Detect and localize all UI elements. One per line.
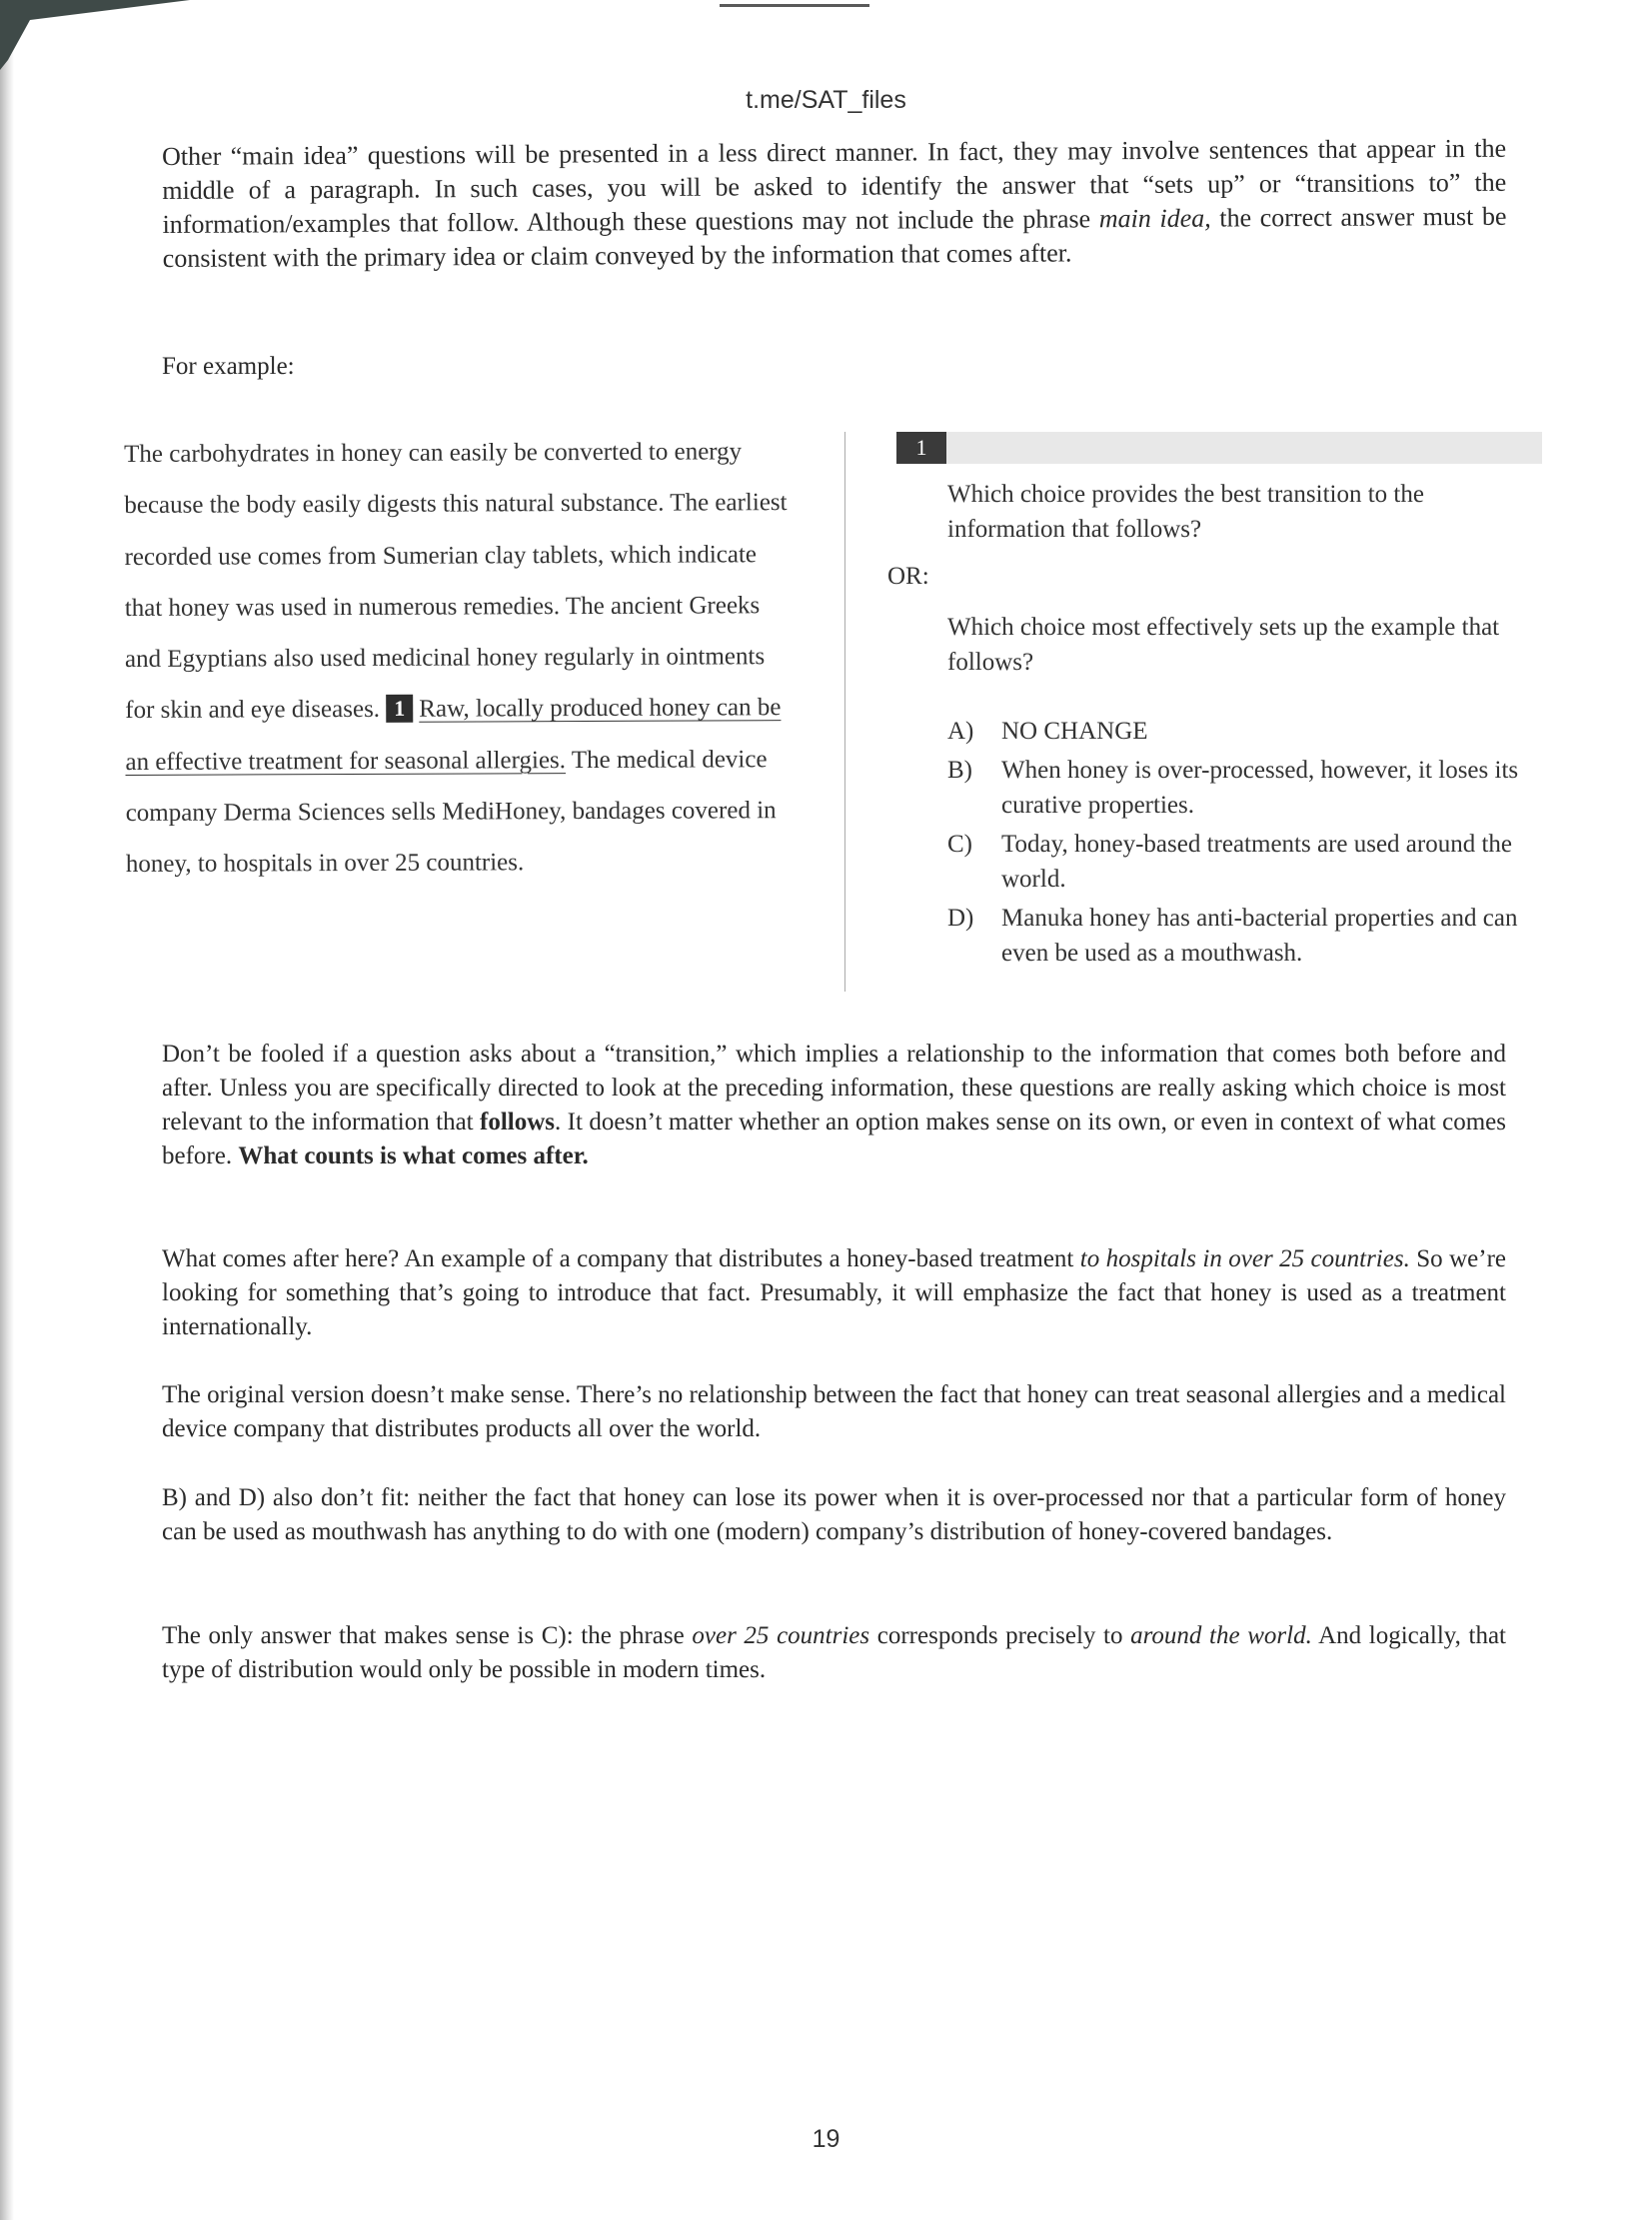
p1-text-b: . It doesn’t matter whether an option makes sense on its own, or even in context of what comes before. xyxy=(162,1109,1506,1169)
answer-choices xyxy=(947,714,1547,975)
choice-a[interactable] xyxy=(947,714,1547,749)
choice-letter: B) xyxy=(947,757,972,784)
watermark: t.me/SAT_files xyxy=(746,86,906,114)
p5-text-b: corresponds precisely to xyxy=(869,1622,1131,1649)
p1-text-a: Don’t be fooled if a question asks about a “transition,” which implies a relationship to the information that comes both before and after. Unless you are specifically directed to look at the preceding information, these questions are really asking which choice is most relevant to the information that xyxy=(162,1041,1506,1135)
question-prompt-1: Which choice provides the best transition to the information that follows? xyxy=(947,481,1424,543)
choice-d[interactable] xyxy=(947,901,1547,971)
question-prompt-2: Which choice most effectively sets up the example that follows? xyxy=(947,614,1500,676)
intro-italic-phrase: main idea, xyxy=(1098,203,1211,234)
choice-text: NO CHANGE xyxy=(1001,718,1148,745)
scan-shadow-edge xyxy=(0,0,14,2220)
choice-letter: D) xyxy=(947,905,974,932)
p1-bold-follows: follows xyxy=(480,1109,556,1135)
choice-text: When honey is over-processed, however, it loses its curative properties. xyxy=(1001,757,1519,819)
top-rule xyxy=(720,4,869,7)
p2-text-b: So we’re looking for something that’s going to introduce that fact. Presumably, it will emphasize the fact that honey is used as a treatment internationally. xyxy=(162,1245,1506,1340)
page-number: 19 xyxy=(812,2125,840,2153)
explanation-paragraph-3: The original version doesn’t make sense. There’s no relationship between the fact that honey can treat seasonal allergies and a medical device company that distributes products all over the world. xyxy=(162,1381,1506,1442)
p1-bold-emphasis: What counts is what comes after. xyxy=(238,1142,589,1169)
example-label: For example: xyxy=(162,353,295,380)
p5-italic-1: over 25 countries xyxy=(692,1622,870,1649)
explanation-paragraph-2 xyxy=(162,1242,1506,1344)
p2-italic: to hospitals in over 25 countries. xyxy=(1079,1245,1410,1272)
question-header-bar xyxy=(896,432,1542,464)
question-marker: 1 xyxy=(386,695,413,723)
question-number: 1 xyxy=(896,432,946,464)
explanation-paragraph-5 xyxy=(162,1619,1506,1687)
intro-text-2: the correct answer must be consistent with the primary idea or claim conveyed by the information that comes after. xyxy=(162,201,1507,273)
passage-text-after: The medical device company Derma Sciences sells MediHoney, bandages covered in honey, to hospitals in over 25 countries. xyxy=(125,745,777,879)
p5-italic-2: around the world. xyxy=(1130,1622,1312,1649)
choice-letter: C) xyxy=(947,831,972,858)
choice-b[interactable] xyxy=(947,753,1547,823)
choice-text: Manuka honey has anti-bacterial properties and can even be used as a mouthwash. xyxy=(1001,905,1518,967)
or-label: OR: xyxy=(887,563,929,590)
scan-corner-shadow xyxy=(0,0,200,70)
underlined-sentence: Raw, locally produced honey can be an effective treatment for seasonal allergies. xyxy=(125,694,782,776)
column-divider xyxy=(844,432,845,992)
p2-text-a: What comes after here? An example of a company that distributes a honey-based treatment xyxy=(162,1245,1080,1272)
explanation-paragraph-4: B) and D) also don’t fit: neither the fact that honey can lose its power when it is over-processed nor that a particular form of honey can be used as mouthwash has anything to do with one (modern) company’s distribution of honey-covered bandages. xyxy=(162,1484,1506,1545)
p5-text-c: And logically, that type of distribution would only be possible in modern times. xyxy=(162,1622,1507,1683)
intro-text-1: Other “main idea” questions will be presented in a less direct manner. In fact, they may involve sentences that appear in the middle of a paragraph. In such cases, you will be asked to identify the answer that “sets up” or “transitions to” the information/examples that follow. Although these questions may not include the phrase xyxy=(162,133,1507,239)
passage-text-before: The carbohydrates in honey can easily be converted to energy because the body easily digests this natural substance. The earliest recorded use comes from Sumerian clay tablets, which indicate that honey was used in numerous remedies. The ancient Greeks and Egyptians also used medicinal honey regularly in ointments for skin and eye diseases. xyxy=(124,438,788,725)
intro-paragraph xyxy=(162,132,1507,276)
choice-c[interactable] xyxy=(947,827,1547,897)
choice-letter: A) xyxy=(947,718,974,745)
sample-passage xyxy=(124,426,798,891)
explanation-paragraph-1 xyxy=(162,1038,1506,1173)
choice-text: Today, honey-based treatments are used around the world. xyxy=(1001,831,1513,893)
p5-text-a: The only answer that makes sense is C): the phrase xyxy=(162,1622,693,1649)
